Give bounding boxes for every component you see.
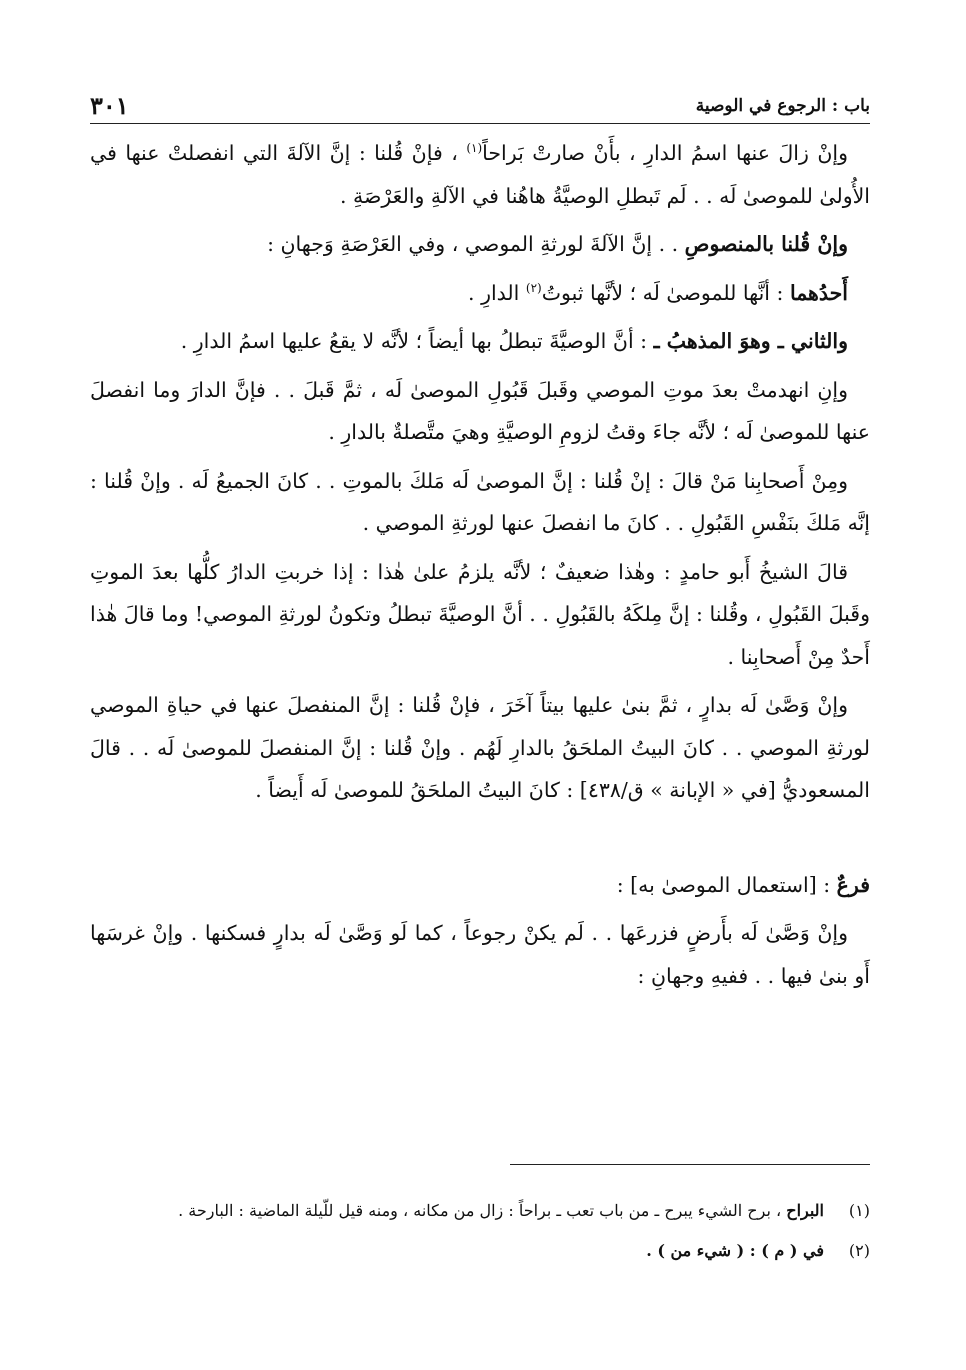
paragraph: وإنْ وَصَّىٰ لَه بأَرضٍ فزرعَها . . لَم يكنْ رجوعاً ، كما لَو وَصَّىٰ لَه بدارٍ فسكنها . وإنْ غرسَها أَو بنىٰ فيها . . ففيهِ وجهانِ : [90, 921, 870, 988]
branch-label: فرعٌ [836, 872, 870, 897]
paragraph: أَحدُهما : أنَّها للموصىٰ لَه ؛ لأنَّها ثبوتُ$^{(٢)}$ الدارِ . [468, 280, 848, 305]
paragraph: وإنْ وَصَّىٰ لَه بدارٍ ، ثمَّ بنىٰ عليها بيتاً آخَرَ ، فإنْ قُلنا : إنَّ المنفصلَ عنها في حياةِ الموصي لورثةِ الموصي . . كانَ البيتُ الملحَقُ بالدارِ لَهُم . وإنْ قُلنا : إنَّ المنفصلَ للموصىٰ لَه . . قالَ المسعوديُّ [في « الإبانة » ق/٤٣٨] : كانَ البيتُ الملحَقُ للموصىٰ لَه أَيضاً . [90, 693, 870, 802]
paragraph: والثاني ـ وهوَ المذهبُ ـ : أنَّ الوصيَّةَ تبطلُ بها أيضاً ؛ لأنَّه لا يقعُ عليها اسمُ الدارِ . [180, 329, 848, 353]
footnotes [90, 1196, 870, 1276]
footnote-ref-1[interactable]: (١) [466, 141, 483, 156]
page-number: ٣٠١ [90, 91, 129, 120]
main-text [90, 132, 870, 1003]
header-rule [90, 123, 870, 124]
branch-heading: فرعٌ : [استعمال الموصىٰ به] : [616, 872, 870, 897]
footnote-2: (٢) في ( م ) : ( شيء من ) . [90, 1236, 870, 1266]
paragraph: ومِنْ أَصحابِنا مَنْ قالَ : إنْ قُلنا : إنَّ الموصىٰ لَه مَلكَ بالموتِ . . كانَ الجميعُ لَه . وإنْ قُلنا : إنَّه مَلكَ بنَفْسِ القَبُولِ . . كانَ ما انفصلَ عنها لورثةِ الموصي . [90, 468, 870, 535]
footnote-1: (١) البراح ، برح الشيء يبرح ـ من باب تعب ـ براحاً : زال من مكانه ، ومنه قيل للّيلة الماضية : البارحة . [90, 1196, 870, 1226]
footnote-number: (١) [848, 1201, 870, 1220]
footnote-rule [510, 1164, 870, 1165]
running-title: باب : الرجوع في الوصية [695, 96, 870, 116]
page-header [90, 84, 870, 122]
paragraph: قالَ الشيخُ أَبو حامدٍ : وهٰذا ضعيفٌ ؛ لأنَّه يلزمُ علىٰ هٰذا : إذا خربتِ الدارُ كلُّها بعدَ الموتِ وقَبلَ القَبُولِ ، وقُلنا : إنَّ مِلكَهُ بالقَبُولِ . . أنَّ الوصيَّةَ تبطلُ وتكونُ لورثةِ الموصي! وما قالَ هٰذا أَحدٌ مِنْ أَصحابِنا . [90, 559, 870, 669]
footnote-number: (٢) [848, 1241, 870, 1260]
footnote-ref-2[interactable]: (٢) [525, 280, 542, 295]
paragraph: وإنْ قُلنا بالمنصوصِ . . إنَّ الآلةَ لورثةِ الموصي ، وفي العَرْصَةِ وَجهانِ : [267, 232, 848, 256]
paragraph: وإنِ انهدمتْ بعدَ موتِ الموصي وقَبلَ قَبُولِ الموصىٰ لَه ، ثمَّ قَبلَ . . فإنَّ الدارَ وما انفصلَ عنها للموصىٰ لَه ؛ لأنَّه جاءَ وقتُ لزومِ الوصيَّةِ وهيَ متَّصلةٌ بالدارِ . [90, 377, 870, 444]
paragraph: وإنْ زالَ عنها اسمُ الدارِ ، بأَنْ صارتْ بَراحاً$^{(١)}$ ، فإنْ قُلنا : إنَّ الآلةَ التي انفصلتْ عنها في الأُولىٰ للموصىٰ لَه . . لَم تَبطلِ الوصيَّةُ هاهُنا في الآلةِ والعَرْصَةِ . [90, 141, 870, 208]
